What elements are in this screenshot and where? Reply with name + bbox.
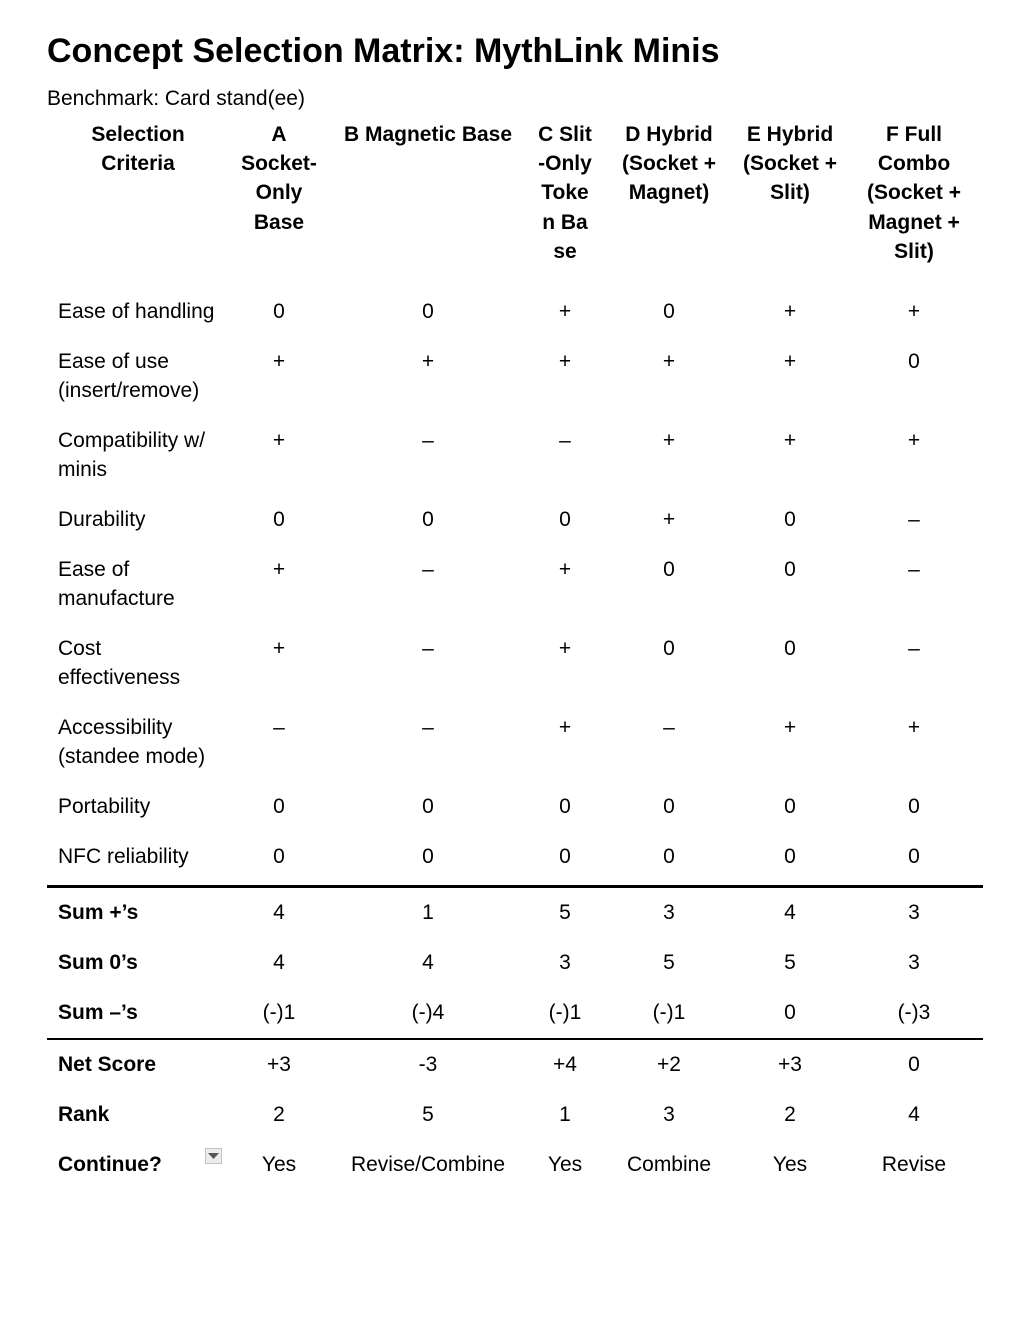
sum-cell: 4 [273, 951, 285, 975]
score-cell: 0 [663, 845, 675, 869]
score-cell: 0 [273, 795, 285, 819]
score-cell: 0 [559, 795, 571, 819]
rank-label: Rank [58, 1103, 110, 1127]
score-cell: + [272, 558, 286, 582]
score-cell: 0 [273, 508, 285, 532]
continue-cell: Revise [881, 1153, 947, 1177]
dropdown-arrow-icon[interactable] [205, 1148, 222, 1164]
criterion-row [47, 706, 983, 785]
score-cell: + [662, 350, 676, 374]
criterion-name: Ease of use (insert/remove) [58, 350, 200, 403]
sum-cell: 5 [784, 951, 796, 975]
criterion-name: Accessibility (standee mode) [58, 716, 206, 769]
net-score-cell: +3 [229, 1039, 329, 1090]
criterion-name: Ease of handling [58, 300, 215, 324]
header-criteria: Selection Criteria [91, 123, 185, 176]
sum-label: Sum –’s [58, 1001, 138, 1025]
score-cell: + [662, 508, 676, 532]
score-cell: + [558, 300, 572, 324]
header-concept-b: B Magnetic Base [343, 123, 513, 146]
sum-label: Sum 0’s [58, 951, 138, 975]
net-score-cell: +2 [603, 1039, 735, 1090]
sum-cell: (-)1 [262, 1001, 296, 1025]
header-concept-a: A Socket-Only Base [241, 123, 317, 234]
document-page [47, 30, 983, 1190]
score-cell: – [422, 637, 434, 661]
score-cell: 0 [908, 350, 920, 374]
continue-cell: Combine [626, 1153, 712, 1177]
score-cell: + [783, 300, 797, 324]
selection-matrix-table [47, 120, 983, 1190]
score-cell: 0 [422, 795, 434, 819]
sum-cell: (-)1 [548, 1001, 582, 1025]
score-cell: 0 [784, 795, 796, 819]
criterion-row [47, 835, 983, 887]
score-cell: 0 [663, 795, 675, 819]
criterion-name: Portability [58, 795, 151, 819]
score-cell: + [272, 350, 286, 374]
score-cell: – [559, 429, 571, 453]
sum-cell: (-)4 [411, 1001, 445, 1025]
continue-row [47, 1140, 983, 1190]
sum-minus-row [47, 988, 983, 1039]
score-cell: 0 [273, 845, 285, 869]
criterion-row [47, 627, 983, 706]
criterion-name: Cost effectiveness [58, 637, 181, 690]
score-cell: 0 [422, 845, 434, 869]
score-cell: 0 [663, 637, 675, 661]
sum-cell: 0 [784, 1001, 796, 1025]
criterion-name: NFC reliability [58, 845, 189, 869]
sum-cell: 1 [329, 887, 527, 939]
criterion-row [47, 419, 983, 498]
header-concept-e: E Hybrid (Socket + Slit) [743, 123, 837, 205]
score-cell: 0 [784, 508, 796, 532]
score-cell: + [783, 716, 797, 740]
sum-cell: (-)3 [897, 1001, 931, 1025]
score-cell: + [558, 558, 572, 582]
sum-plus-row [47, 887, 983, 939]
score-cell: + [272, 637, 286, 661]
sum-cell: 5 [527, 887, 603, 939]
criterion-name: Ease of manufacture [58, 558, 175, 611]
score-cell: 0 [784, 637, 796, 661]
sum-label: Sum +’s [47, 887, 229, 939]
score-cell: – [908, 637, 920, 661]
score-cell: + [558, 716, 572, 740]
score-cell: + [558, 350, 572, 374]
score-cell: 0 [784, 558, 796, 582]
rank-row [47, 1090, 983, 1140]
score-cell: + [783, 350, 797, 374]
criterion-row [47, 548, 983, 627]
sum-cell: 3 [559, 951, 571, 975]
score-cell: + [907, 716, 921, 740]
rank-cell: 2 [784, 1103, 796, 1127]
score-cell: 0 [908, 845, 920, 869]
rank-cell: 4 [908, 1103, 920, 1127]
score-cell: + [783, 429, 797, 453]
header-concept-f: F Full Combo (Socket + Magnet + Slit) [867, 123, 961, 263]
score-cell: + [662, 429, 676, 453]
score-cell: 0 [559, 508, 571, 532]
score-cell: – [273, 716, 285, 740]
rank-cell: 3 [663, 1103, 675, 1127]
continue-label-cell [47, 1140, 229, 1190]
net-score-cell: 0 [845, 1039, 983, 1090]
score-cell: + [421, 350, 435, 374]
sum-cell: 3 [603, 887, 735, 939]
continue-cell: Yes [261, 1153, 297, 1177]
score-cell: 0 [422, 300, 434, 324]
benchmark-label: Benchmark: Card stand(ee) [47, 87, 305, 110]
score-cell: + [907, 300, 921, 324]
score-cell: – [422, 429, 434, 453]
net-score-cell: -3 [329, 1039, 527, 1090]
criterion-name: Durability [58, 508, 146, 532]
score-cell: 0 [663, 558, 675, 582]
score-cell: – [908, 558, 920, 582]
score-cell: – [663, 716, 675, 740]
sum-zero-row [47, 938, 983, 988]
score-cell: – [908, 508, 920, 532]
dropdown-arrow-glyph [208, 1153, 219, 1160]
criterion-row [47, 498, 983, 548]
score-cell: 0 [908, 795, 920, 819]
sum-cell: 4 [229, 887, 329, 939]
sum-cell: 4 [735, 887, 845, 939]
score-cell: – [422, 716, 434, 740]
net-score-label: Net Score [47, 1039, 229, 1090]
rank-cell: 2 [273, 1103, 285, 1127]
score-cell: 0 [663, 300, 675, 324]
continue-cell: Yes [772, 1153, 808, 1177]
score-cell: + [907, 429, 921, 453]
sum-cell: 3 [845, 887, 983, 939]
sum-cell: 3 [908, 951, 920, 975]
rank-cell: 1 [559, 1103, 571, 1127]
score-cell: + [272, 429, 286, 453]
score-cell: 0 [273, 300, 285, 324]
continue-cell: Yes [547, 1153, 583, 1177]
score-cell: 0 [559, 845, 571, 869]
header-concept-c: C Slit-Only Token Base [538, 123, 592, 263]
sum-cell: 4 [422, 951, 434, 975]
net-score-row [47, 1039, 983, 1090]
continue-label: Continue? [58, 1153, 162, 1177]
score-cell: – [422, 558, 434, 582]
criterion-name: Compatibility w/ minis [58, 429, 206, 482]
score-cell: + [558, 637, 572, 661]
criterion-row [47, 340, 983, 419]
score-cell: 0 [784, 845, 796, 869]
sum-cell: 5 [663, 951, 675, 975]
net-score-cell: +3 [735, 1039, 845, 1090]
header-concept-d: D Hybrid (Socket + Magnet) [622, 123, 716, 205]
criterion-row [47, 290, 983, 340]
net-score-cell: +4 [527, 1039, 603, 1090]
criterion-row [47, 785, 983, 835]
continue-cell: Revise/Combine [350, 1153, 506, 1177]
header-row [47, 120, 983, 290]
page-title: Concept Selection Matrix: MythLink Minis [47, 32, 720, 70]
rank-cell: 5 [422, 1103, 434, 1127]
sum-cell: (-)1 [652, 1001, 686, 1025]
score-cell: 0 [422, 508, 434, 532]
